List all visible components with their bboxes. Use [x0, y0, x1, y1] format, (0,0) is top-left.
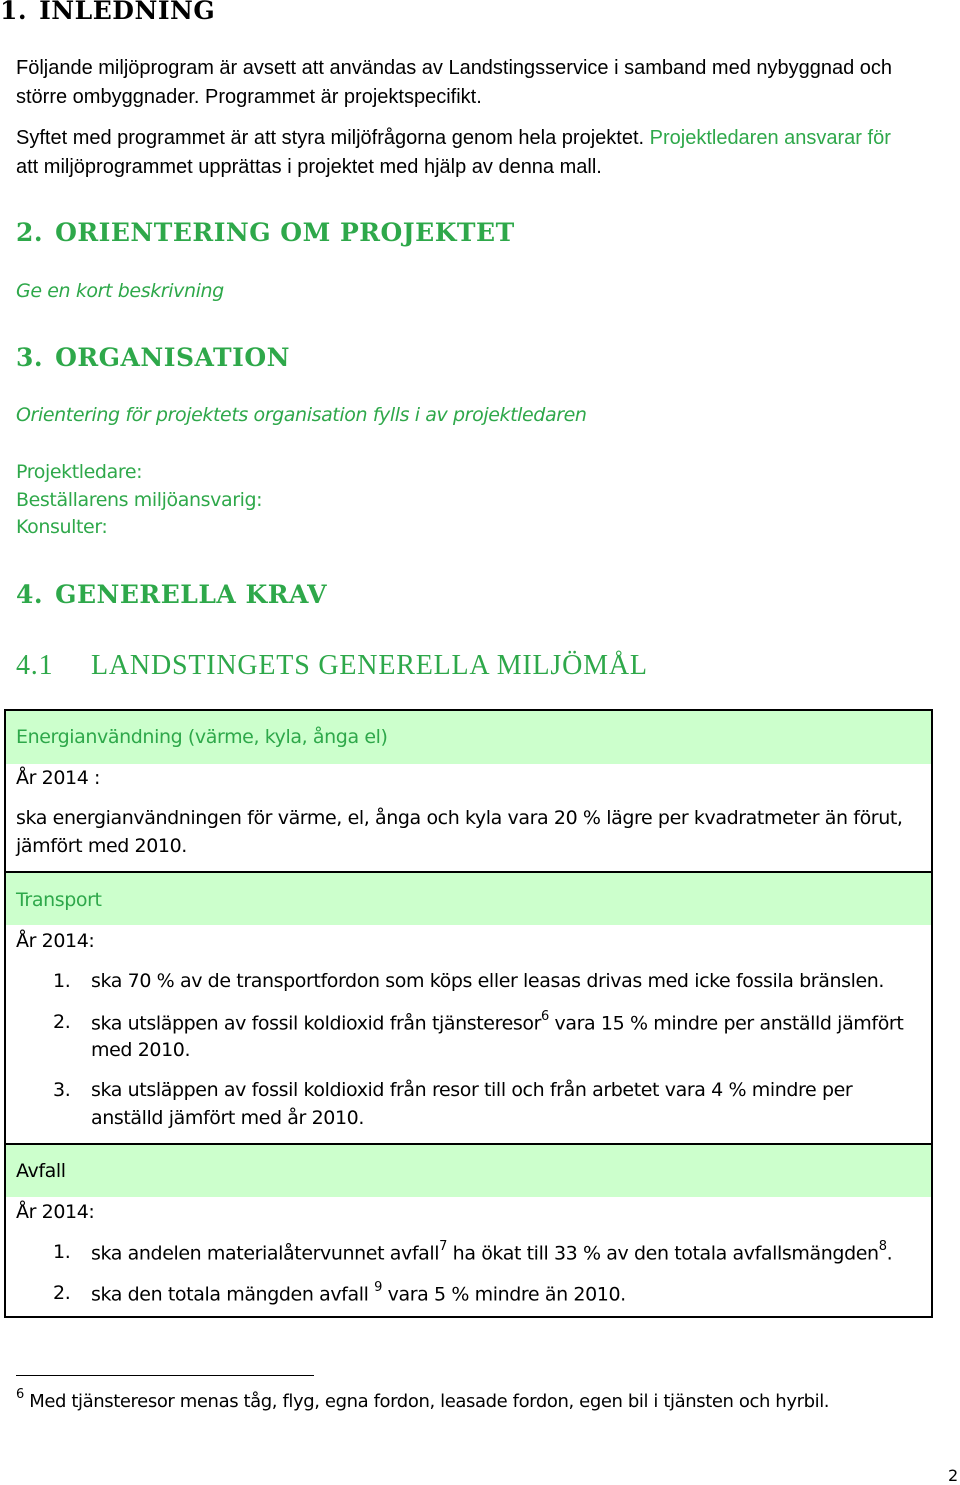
transport-item-3-number: 3.: [53, 1079, 71, 1101]
section-4-1-heading: 4.1 LANDSTINGETS GENERELLA MILJÖMÅL: [16, 650, 648, 681]
energy-heading: Energianvändning (värme, kyla, ånga el): [16, 726, 388, 748]
transport-item-1: ska 70 % av de transportfordon som köps eller leasas drivas med icke fossila bränslen.: [91, 970, 885, 992]
section-2-heading: 2. ORIENTERING OM PROJEKTET: [16, 218, 515, 247]
avfall-heading: Avfall: [16, 1160, 66, 1182]
section-1-heading: 1. INLEDNING: [0, 0, 216, 25]
footnote-6: $^6$ Med tjänsteresor menas tåg, flyg, egna fordon, leasade fordon, egen bil i tjänsten och hyrbil.: [16, 1387, 830, 1412]
field-client-env-responsible: Beställarens miljöansvarig:: [16, 489, 263, 511]
section-3-heading: 3. ORGANISATION: [16, 343, 290, 372]
energy-year: År 2014 :: [16, 767, 101, 789]
page-number: 2: [948, 1466, 958, 1485]
footnote-ref-7: 7: [439, 1239, 448, 1254]
section-4-heading: 4. GENERELLA KRAV: [16, 580, 327, 609]
transport-item-2-line2: med 2010.: [91, 1039, 191, 1061]
footnote-separator: [16, 1375, 314, 1376]
purpose-paragraph-line1: Syftet med programmet är att styra miljöfrågorna genom hela projektet. Projektledaren ansvarar för: [16, 127, 891, 149]
project-leader-responsibility-text: Projektledaren ansvarar för: [649, 127, 891, 149]
section-2-hint: Ge en kort beskrivning: [16, 280, 224, 302]
footnote-ref-9: 9: [374, 1280, 382, 1295]
field-consultants: Konsulter:: [16, 516, 108, 538]
energy-text-line2: jämfört med 2010.: [16, 835, 187, 857]
footnote-ref-6: 6: [541, 1009, 549, 1024]
transport-item-2-number: 2.: [53, 1011, 71, 1033]
avfall-year: År 2014:: [16, 1201, 95, 1223]
transport-item-3-line1: ska utsläppen av fossil koldioxid från resor till och från arbetet vara 4 % mindre per: [91, 1079, 853, 1101]
footnote-ref-8: 8: [878, 1239, 887, 1254]
transport-item-2-line1: ska utsläppen av fossil koldioxid från tjänsteresor$^6$ vara 15 % mindre per anställd jämfört: [91, 1009, 904, 1035]
avfall-item-2-number: 2.: [53, 1282, 71, 1304]
energy-text-line1: ska energianvändningen för värme, el, ånga och kyla vara 20 % lägre per kvadratmeter än förut,: [16, 807, 903, 829]
transport-item-3-line2: anställd jämfört med år 2010.: [91, 1107, 364, 1129]
transport-item-1-number: 1.: [53, 970, 71, 992]
avfall-item-1: ska andelen materialåtervunnet avfall$^7$ ha ökat till 33 % av den totala avfallsmängden$^8$.: [91, 1239, 893, 1265]
avfall-item-1-number: 1.: [53, 1241, 71, 1263]
transport-year: År 2014:: [16, 930, 95, 952]
field-project-leader: Projektledare:: [16, 461, 143, 483]
transport-heading: Transport: [16, 889, 102, 911]
avfall-item-2: ska den totala mängden avfall $^9$ vara 5 % mindre än 2010.: [91, 1280, 626, 1306]
section-3-hint: Orientering för projektets organisation fylls i av projektledaren: [16, 404, 587, 426]
avfall-heading-band: [6, 1145, 931, 1197]
purpose-paragraph-line2: att miljöprogrammet upprättas i projektet med hjälp av denna mall.: [16, 156, 602, 178]
transport-heading-band: [6, 873, 931, 925]
intro-paragraph-line2: större ombyggnader. Programmet är projektspecifikt.: [16, 86, 482, 108]
intro-paragraph-line1: Följande miljöprogram är avsett att användas av Landstingsservice i samband med nybyggnad och: [16, 57, 893, 79]
